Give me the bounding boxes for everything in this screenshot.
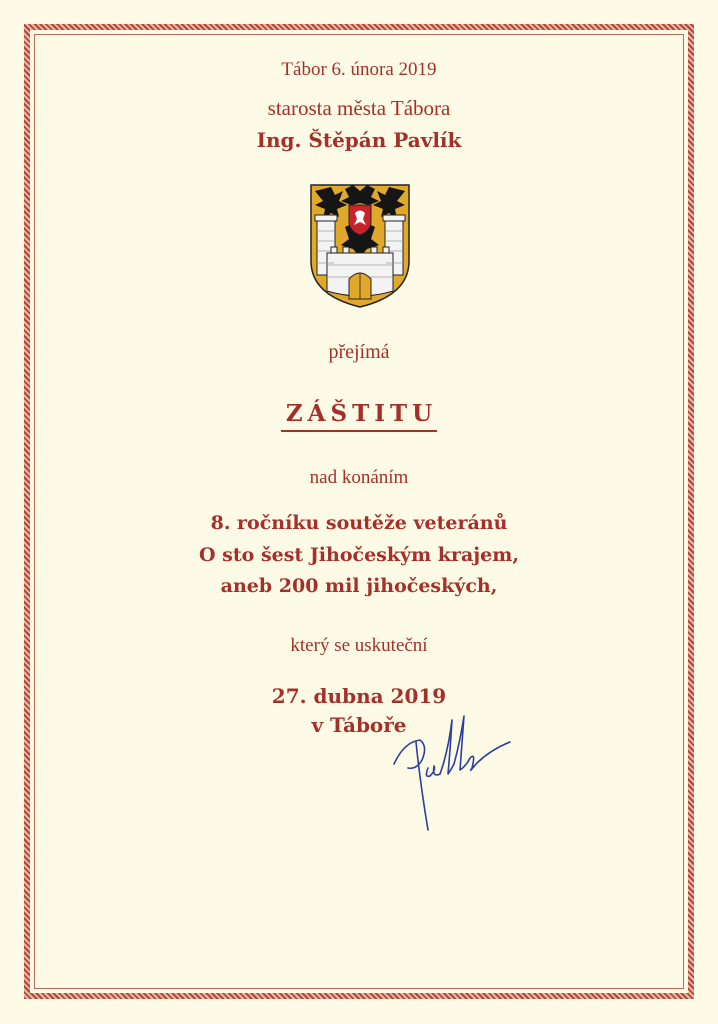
place-date: Tábor 6. února 2019 — [281, 59, 437, 80]
which-text: který se uskuteční — [290, 635, 428, 656]
handwritten-signature-icon — [386, 712, 516, 837]
event-line: aneb 200 mil jihočeských, — [220, 575, 498, 597]
event-date: 27. dubna 2019 — [271, 684, 447, 708]
tabor-coat-of-arms-icon — [309, 183, 411, 309]
patronage-heading — [0, 402, 718, 425]
event-place: v Táboře — [311, 713, 407, 737]
mayor-title: starosta města Tábora — [267, 96, 451, 120]
accepts-text: přejímá — [328, 341, 390, 363]
patronage-heading-text: ZÁŠTITU — [281, 400, 437, 432]
mayor-name: Ing. Štěpán Pavlík — [256, 128, 462, 152]
event-line: O sto šest Jihočeským krajem, — [199, 544, 519, 566]
over-text: nad konáním — [309, 467, 409, 488]
event-line: 8. ročníku soutěže veteránů — [210, 512, 508, 534]
